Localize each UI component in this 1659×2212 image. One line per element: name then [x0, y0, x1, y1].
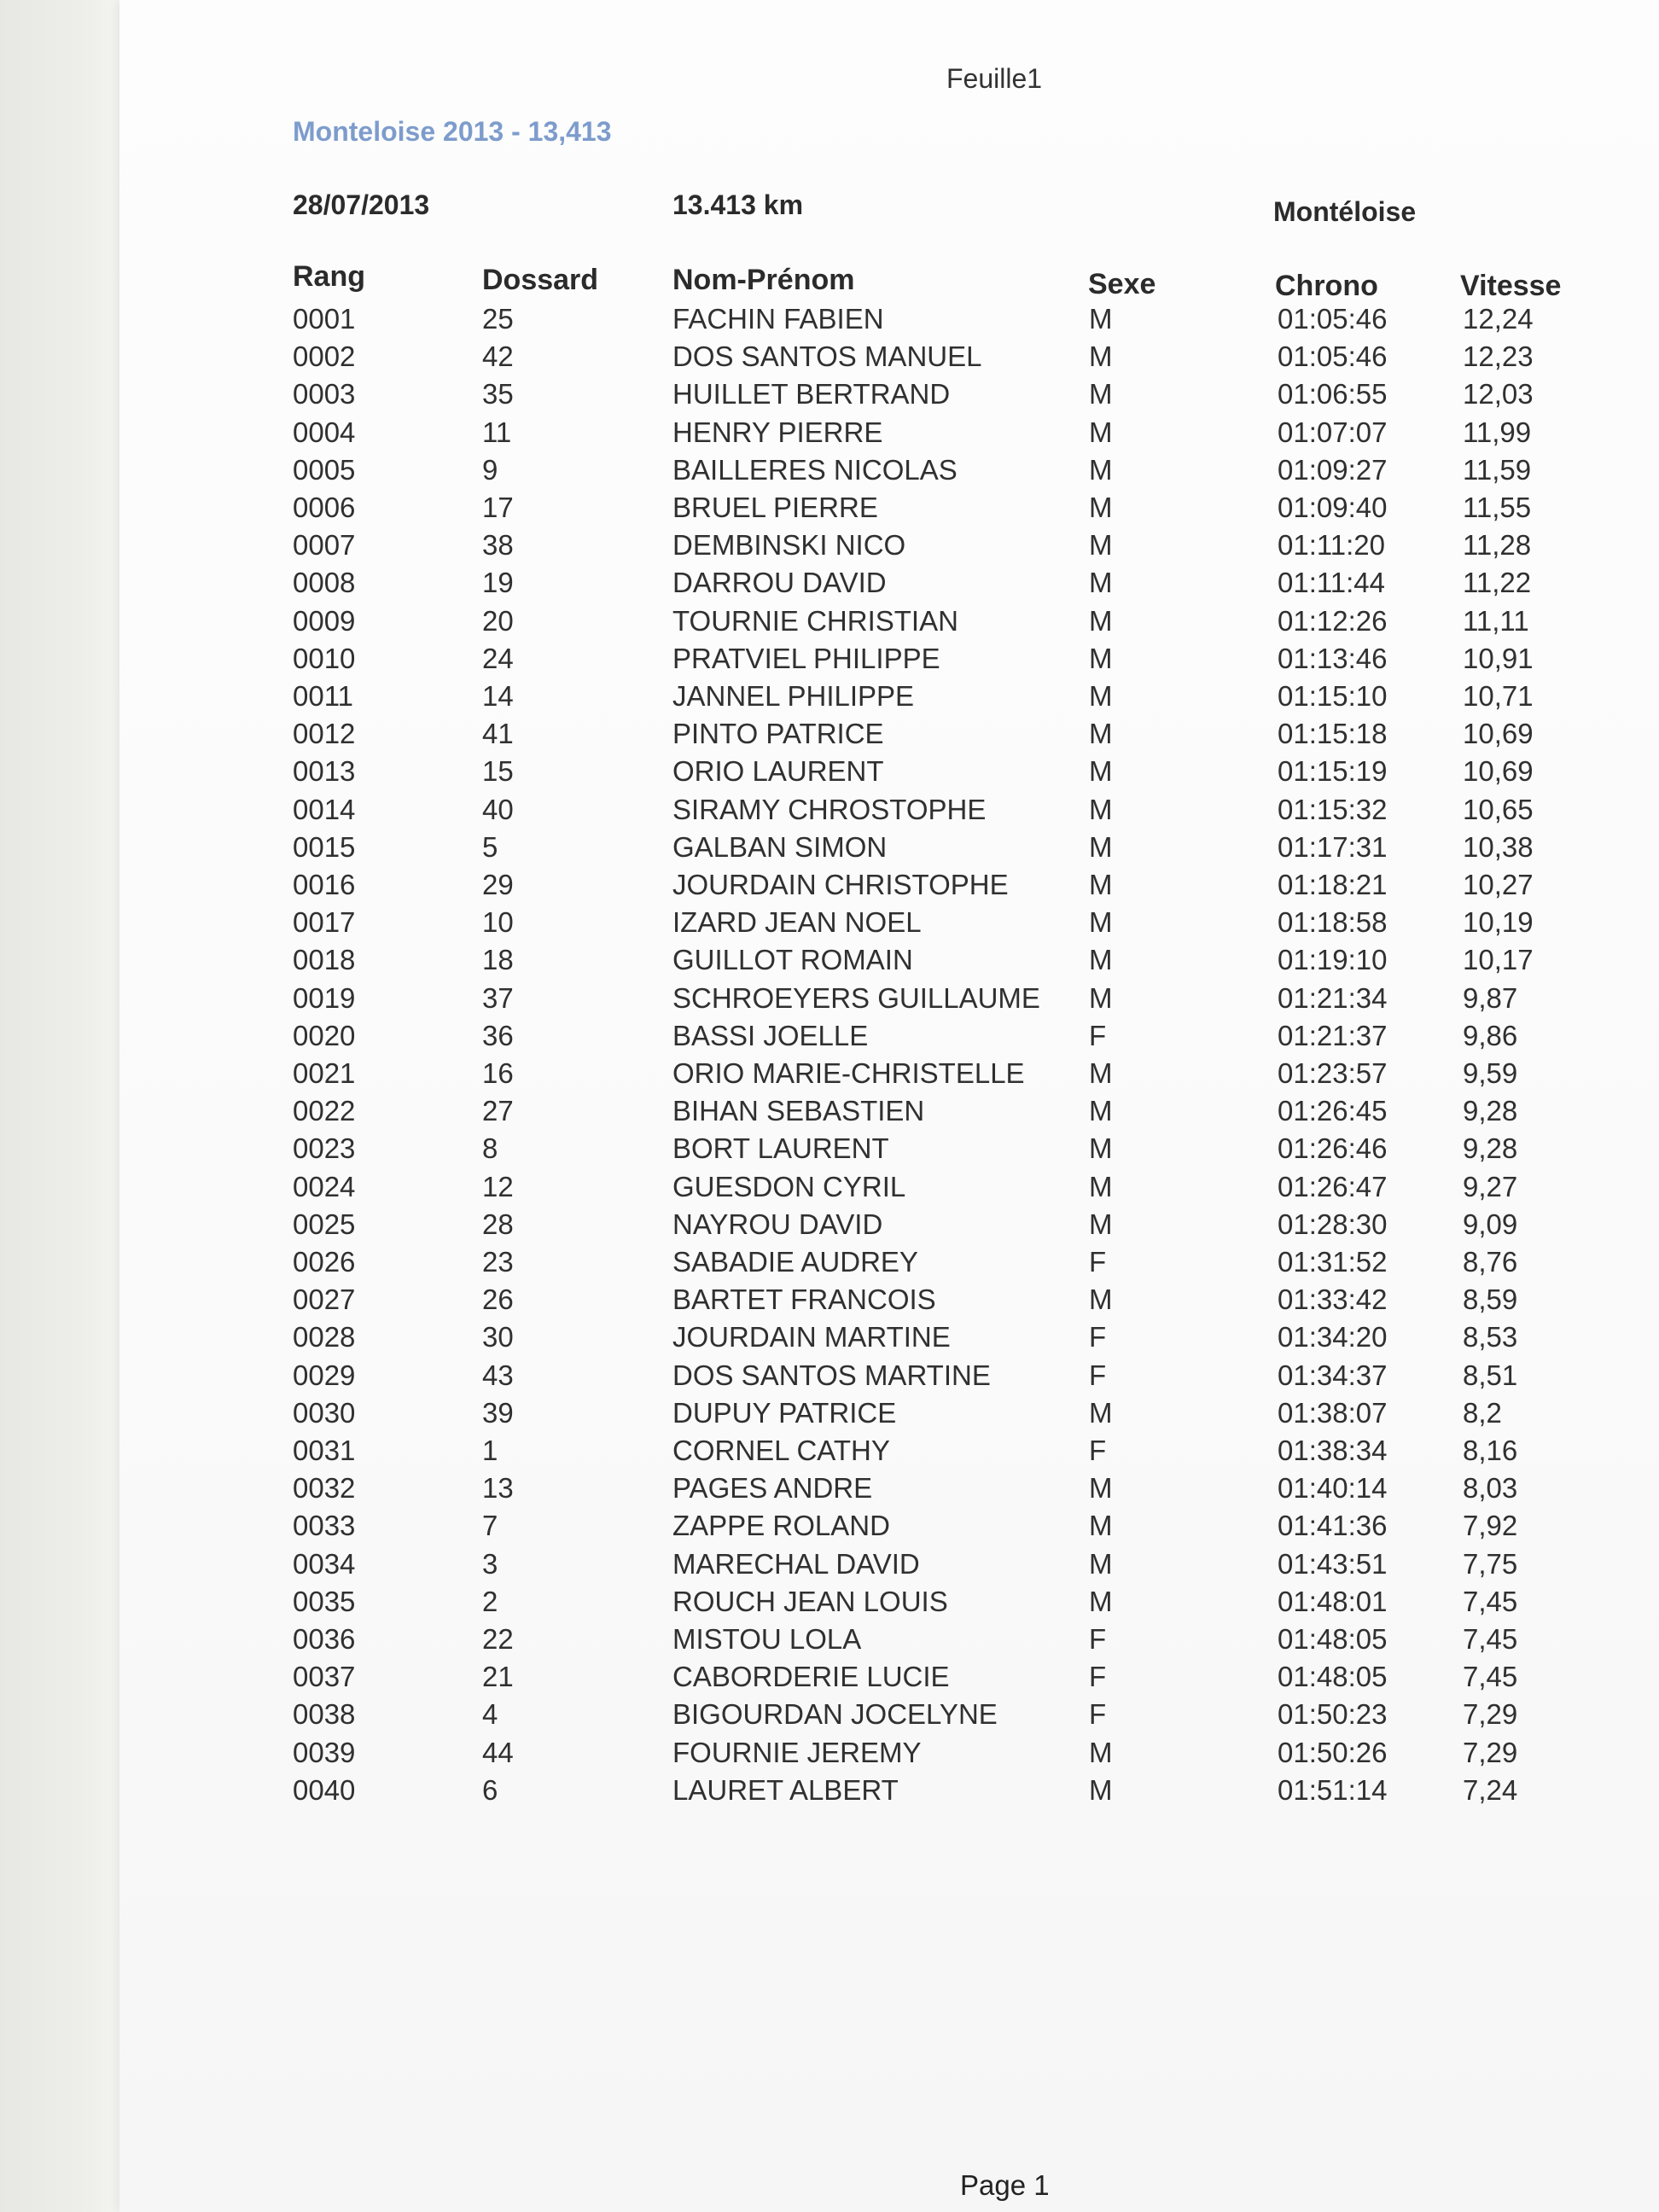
speed-cell: 9,28: [1463, 1095, 1518, 1127]
sex-cell: F: [1089, 1623, 1107, 1655]
dossard-cell: 16: [482, 1057, 514, 1089]
rang-cell: 0039: [293, 1736, 356, 1768]
sex-cell: M: [1089, 378, 1113, 410]
speed-cell: 9,27: [1463, 1170, 1518, 1202]
name-cell: DEMBINSKI NICO: [672, 529, 906, 562]
chrono-cell: 01:15:32: [1278, 793, 1388, 825]
dossard-cell: 1: [482, 1435, 498, 1466]
sex-cell: M: [1089, 1585, 1113, 1617]
sex-cell: M: [1089, 1736, 1113, 1768]
sex-cell: M: [1089, 604, 1113, 637]
speed-cell: 10,91: [1463, 642, 1534, 674]
chrono-cell: 01:34:20: [1278, 1321, 1388, 1353]
sex-cell: M: [1089, 793, 1113, 825]
rang-cell: 0033: [293, 1510, 356, 1542]
sex-cell: M: [1089, 453, 1113, 486]
speed-cell: 12,03: [1463, 378, 1534, 410]
chrono-cell: 01:51:14: [1278, 1773, 1388, 1806]
chrono-cell: 01:11:44: [1278, 567, 1386, 599]
speed-cell: 8,03: [1463, 1472, 1518, 1505]
sex-cell: M: [1089, 567, 1113, 599]
rang-cell: 0028: [293, 1321, 356, 1353]
speed-cell: 8,53: [1463, 1321, 1518, 1353]
dossard-cell: 23: [482, 1246, 514, 1278]
rang-cell: 0023: [293, 1132, 356, 1165]
table-row: [0, 1774, 1659, 1812]
table-row: [0, 1095, 1659, 1132]
rang-cell: 0014: [293, 793, 356, 825]
table-row: [0, 341, 1659, 378]
dossard-cell: 3: [482, 1547, 498, 1580]
speed-cell: 10,27: [1463, 869, 1534, 900]
dossard-cell: 17: [482, 492, 514, 523]
sex-cell: M: [1089, 642, 1113, 674]
speed-cell: 7,45: [1463, 1661, 1518, 1693]
speed-cell: 9,59: [1463, 1057, 1518, 1089]
table-row: [0, 1057, 1659, 1095]
sex-cell: M: [1089, 1773, 1113, 1806]
speed-cell: 9,87: [1463, 981, 1518, 1014]
rang-cell: 0012: [293, 718, 356, 750]
sex-cell: M: [1089, 1510, 1113, 1542]
column-header-chrono: Chrono: [1275, 270, 1378, 302]
dossard-cell: 21: [482, 1661, 514, 1693]
column-header-rang: Rang: [293, 260, 365, 293]
race-date: 28/07/2013: [293, 189, 430, 220]
speed-cell: 10,19: [1463, 906, 1534, 939]
dossard-cell: 14: [482, 680, 514, 712]
name-cell: HENRY PIERRE: [672, 416, 883, 448]
sex-cell: M: [1089, 1057, 1113, 1089]
name-cell: BORT LAURENT: [672, 1132, 889, 1165]
table-row: [0, 680, 1659, 718]
speed-cell: 7,29: [1463, 1736, 1518, 1768]
chrono-cell: 01:18:58: [1278, 906, 1388, 939]
chrono-cell: 01:21:34: [1278, 981, 1388, 1014]
chrono-cell: 01:50:26: [1278, 1736, 1388, 1768]
rang-cell: 0016: [293, 869, 356, 900]
dossard-cell: 39: [482, 1396, 514, 1429]
rang-cell: 0021: [293, 1057, 356, 1089]
name-cell: BAILLERES NICOLAS: [672, 453, 958, 486]
table-row: [0, 1284, 1659, 1321]
chrono-cell: 01:26:45: [1278, 1095, 1388, 1127]
sex-cell: M: [1089, 906, 1113, 939]
rang-cell: 0037: [293, 1661, 356, 1693]
table-row: [0, 1208, 1659, 1246]
chrono-cell: 01:26:46: [1278, 1132, 1388, 1165]
sheet-name: Feuille1: [946, 63, 1043, 94]
column-header-dossard: Dossard: [482, 264, 599, 296]
table-row: [0, 1510, 1659, 1547]
name-cell: CORNEL CATHY: [672, 1435, 890, 1466]
document-title: Monteloise 2013 - 13,413: [293, 116, 612, 147]
table-row: [0, 1586, 1659, 1623]
name-cell: ORIO MARIE-CHRISTELLE: [672, 1057, 1025, 1089]
speed-cell: 11,28: [1463, 529, 1532, 562]
dossard-cell: 15: [482, 755, 514, 788]
dossard-cell: 42: [482, 341, 514, 373]
chrono-cell: 01:07:07: [1278, 416, 1388, 448]
sex-cell: M: [1089, 303, 1113, 335]
chrono-cell: 01:05:46: [1278, 303, 1388, 335]
rang-cell: 0011: [293, 680, 353, 712]
rang-cell: 0034: [293, 1547, 356, 1580]
sex-cell: M: [1089, 341, 1113, 373]
dossard-cell: 2: [482, 1585, 498, 1617]
name-cell: GALBAN SIMON: [672, 830, 888, 863]
rang-cell: 0025: [293, 1208, 356, 1240]
name-cell: JOURDAIN MARTINE: [672, 1321, 951, 1353]
sex-cell: M: [1089, 718, 1113, 750]
rang-cell: 0001: [293, 303, 356, 335]
sex-cell: M: [1089, 680, 1113, 712]
table-row: [0, 1359, 1659, 1397]
speed-cell: 10,69: [1463, 718, 1534, 750]
sex-cell: M: [1089, 1095, 1113, 1127]
table-row: [0, 303, 1659, 341]
rang-cell: 0035: [293, 1585, 356, 1617]
dossard-cell: 43: [482, 1359, 514, 1391]
dossard-cell: 25: [482, 303, 514, 335]
chrono-cell: 01:50:23: [1278, 1698, 1388, 1731]
name-cell: ZAPPE ROLAND: [672, 1510, 890, 1542]
name-cell: JANNEL PHILIPPE: [672, 680, 915, 712]
speed-cell: 10,71: [1463, 680, 1534, 712]
sex-cell: M: [1089, 1208, 1113, 1240]
rang-cell: 0027: [293, 1284, 356, 1316]
rang-cell: 0032: [293, 1472, 356, 1505]
column-header-nom: Nom-Prénom: [672, 264, 855, 296]
speed-cell: 12,24: [1463, 303, 1534, 335]
rang-cell: 0036: [293, 1623, 356, 1655]
chrono-cell: 01:33:42: [1278, 1284, 1388, 1316]
table-row: [0, 944, 1659, 981]
table-row: [0, 1397, 1659, 1435]
speed-cell: 7,24: [1463, 1773, 1518, 1806]
speed-cell: 8,16: [1463, 1435, 1518, 1466]
dossard-cell: 6: [482, 1773, 498, 1806]
chrono-cell: 01:26:47: [1278, 1170, 1388, 1202]
chrono-cell: 01:48:05: [1278, 1623, 1388, 1655]
rang-cell: 0003: [293, 378, 356, 410]
table-row: [0, 1698, 1659, 1736]
dossard-cell: 13: [482, 1472, 514, 1505]
dossard-cell: 30: [482, 1321, 514, 1353]
speed-cell: 8,76: [1463, 1246, 1518, 1278]
sex-cell: F: [1089, 1359, 1107, 1391]
chrono-cell: 01:13:46: [1278, 642, 1388, 674]
sex-cell: F: [1089, 1321, 1107, 1353]
sex-cell: M: [1089, 1396, 1113, 1429]
name-cell: LAURET ALBERT: [672, 1773, 899, 1806]
chrono-cell: 01:31:52: [1278, 1246, 1388, 1278]
dossard-cell: 18: [482, 944, 514, 976]
chrono-cell: 01:41:36: [1278, 1510, 1388, 1542]
sex-cell: M: [1089, 944, 1113, 976]
dossard-cell: 5: [482, 830, 498, 863]
sex-cell: F: [1089, 1661, 1107, 1693]
speed-cell: 7,29: [1463, 1698, 1518, 1731]
name-cell: SCHROEYERS GUILLAUME: [672, 981, 1040, 1014]
sex-cell: M: [1089, 869, 1113, 900]
table-row: [0, 1321, 1659, 1359]
chrono-cell: 01:12:26: [1278, 604, 1388, 637]
chrono-cell: 01:21:37: [1278, 1019, 1388, 1051]
sex-cell: F: [1089, 1698, 1107, 1731]
dossard-cell: 20: [482, 604, 514, 637]
dossard-cell: 28: [482, 1208, 514, 1240]
dossard-cell: 8: [482, 1132, 498, 1165]
table-row: [0, 1472, 1659, 1510]
table-row: [0, 831, 1659, 869]
dossard-cell: 40: [482, 793, 514, 825]
speed-cell: 10,38: [1463, 830, 1534, 863]
page-number: Page 1: [960, 2169, 1050, 2201]
table-row: [0, 605, 1659, 643]
table-row: [0, 1246, 1659, 1284]
name-cell: PAGES ANDRE: [672, 1472, 873, 1505]
name-cell: ORIO LAURENT: [672, 755, 884, 788]
name-cell: BARTET FRANCOIS: [672, 1284, 936, 1316]
rang-cell: 0020: [293, 1019, 356, 1051]
table-row: [0, 755, 1659, 793]
table-row: [0, 982, 1659, 1020]
name-cell: PRATVIEL PHILIPPE: [672, 642, 940, 674]
name-cell: SIRAMY CHROSTOPHE: [672, 793, 987, 825]
chrono-cell: 01:11:20: [1278, 529, 1386, 562]
rang-cell: 0004: [293, 416, 356, 448]
name-cell: CABORDERIE LUCIE: [672, 1661, 950, 1693]
chrono-cell: 01:40:14: [1278, 1472, 1388, 1505]
chrono-cell: 01:48:01: [1278, 1585, 1388, 1617]
table-row: [0, 718, 1659, 755]
sex-cell: M: [1089, 1472, 1113, 1505]
rang-cell: 0010: [293, 642, 356, 674]
speed-cell: 11,59: [1463, 453, 1532, 486]
rang-cell: 0040: [293, 1773, 356, 1806]
name-cell: DARROU DAVID: [672, 567, 887, 599]
chrono-cell: 01:15:10: [1278, 680, 1388, 712]
sex-cell: M: [1089, 1170, 1113, 1202]
speed-cell: 9,28: [1463, 1132, 1518, 1165]
speed-cell: 11,22: [1463, 567, 1532, 599]
chrono-cell: 01:34:37: [1278, 1359, 1388, 1391]
name-cell: IZARD JEAN NOEL: [672, 906, 922, 939]
table-row: [0, 643, 1659, 680]
speed-cell: 7,92: [1463, 1510, 1518, 1542]
chrono-cell: 01:38:07: [1278, 1396, 1388, 1429]
table-row: [0, 416, 1659, 454]
speed-cell: 11,99: [1463, 416, 1532, 448]
name-cell: FACHIN FABIEN: [672, 303, 884, 335]
dossard-cell: 38: [482, 529, 514, 562]
dossard-cell: 29: [482, 869, 514, 900]
dossard-cell: 12: [482, 1170, 514, 1202]
chrono-cell: 01:43:51: [1278, 1547, 1388, 1580]
speed-cell: 7,45: [1463, 1585, 1518, 1617]
chrono-cell: 01:15:19: [1278, 755, 1388, 788]
rang-cell: 0019: [293, 981, 356, 1014]
table-row: [0, 906, 1659, 944]
race-distance: 13.413 km: [672, 189, 804, 220]
name-cell: BASSI JOELLE: [672, 1019, 869, 1051]
chrono-cell: 01:23:57: [1278, 1057, 1388, 1089]
rang-cell: 0009: [293, 604, 356, 637]
chrono-cell: 01:06:55: [1278, 378, 1388, 410]
chrono-cell: 01:48:05: [1278, 1661, 1388, 1693]
speed-cell: 7,45: [1463, 1623, 1518, 1655]
table-row: [0, 794, 1659, 831]
dossard-cell: 35: [482, 378, 514, 410]
name-cell: DOS SANTOS MARTINE: [672, 1359, 991, 1391]
sex-cell: F: [1089, 1435, 1107, 1466]
sex-cell: M: [1089, 416, 1113, 448]
speed-cell: 9,09: [1463, 1208, 1518, 1240]
race-location: Montéloise: [1273, 196, 1417, 227]
speed-cell: 10,69: [1463, 755, 1534, 788]
sex-cell: F: [1089, 1246, 1107, 1278]
chrono-cell: 01:28:30: [1278, 1208, 1388, 1240]
name-cell: PINTO PATRICE: [672, 718, 884, 750]
table-row: [0, 1661, 1659, 1698]
column-header-vitesse: Vitesse: [1460, 270, 1562, 302]
sex-cell: M: [1089, 1547, 1113, 1580]
dossard-cell: 4: [482, 1698, 498, 1731]
rang-cell: 0007: [293, 529, 356, 562]
name-cell: BRUEL PIERRE: [672, 492, 878, 523]
sex-cell: F: [1089, 1019, 1107, 1051]
rang-cell: 0015: [293, 830, 356, 863]
table-row: [0, 1020, 1659, 1057]
name-cell: BIGOURDAN JOCELYNE: [672, 1698, 998, 1731]
sex-cell: M: [1089, 529, 1113, 562]
name-cell: FOURNIE JEREMY: [672, 1736, 922, 1768]
name-cell: HUILLET BERTRAND: [672, 378, 951, 410]
rang-cell: 0029: [293, 1359, 356, 1391]
dossard-cell: 9: [482, 453, 498, 486]
speed-cell: 10,17: [1463, 944, 1534, 976]
column-header-sexe: Sexe: [1088, 268, 1156, 300]
dossard-cell: 37: [482, 981, 514, 1014]
name-cell: SABADIE AUDREY: [672, 1246, 918, 1278]
table-row: [0, 454, 1659, 492]
dossard-cell: 11: [482, 416, 512, 448]
table-row: [0, 378, 1659, 416]
table-row: [0, 1623, 1659, 1661]
name-cell: ROUCH JEAN LOUIS: [672, 1585, 948, 1617]
table-row: [0, 1132, 1659, 1170]
rang-cell: 0017: [293, 906, 356, 939]
speed-cell: 9,86: [1463, 1019, 1518, 1051]
dossard-cell: 10: [482, 906, 514, 939]
table-row: [0, 529, 1659, 567]
sex-cell: M: [1089, 981, 1113, 1014]
speed-cell: 8,59: [1463, 1284, 1518, 1316]
speed-cell: 11,55: [1463, 492, 1532, 523]
dossard-cell: 19: [482, 567, 514, 599]
sex-cell: M: [1089, 755, 1113, 788]
dossard-cell: 24: [482, 642, 514, 674]
sex-cell: M: [1089, 1284, 1113, 1316]
speed-cell: 12,23: [1463, 341, 1534, 373]
dossard-cell: 36: [482, 1019, 514, 1051]
speed-cell: 7,75: [1463, 1547, 1518, 1580]
rang-cell: 0006: [293, 492, 356, 523]
name-cell: DOS SANTOS MANUEL: [672, 341, 982, 373]
sex-cell: M: [1089, 830, 1113, 863]
dossard-cell: 26: [482, 1284, 514, 1316]
rang-cell: 0002: [293, 341, 356, 373]
chrono-cell: 01:38:34: [1278, 1435, 1388, 1466]
rang-cell: 0024: [293, 1170, 356, 1202]
name-cell: BIHAN SEBASTIEN: [672, 1095, 925, 1127]
rang-cell: 0018: [293, 944, 356, 976]
name-cell: NAYROU DAVID: [672, 1208, 883, 1240]
table-row: [0, 567, 1659, 604]
table-row: [0, 1171, 1659, 1208]
sex-cell: M: [1089, 492, 1113, 523]
chrono-cell: 01:18:21: [1278, 869, 1388, 900]
speed-cell: 10,65: [1463, 793, 1534, 825]
rang-cell: 0031: [293, 1435, 356, 1466]
chrono-cell: 01:19:10: [1278, 944, 1388, 976]
rang-cell: 0030: [293, 1396, 356, 1429]
table-row: [0, 1737, 1659, 1774]
rang-cell: 0022: [293, 1095, 356, 1127]
name-cell: GUILLOT ROMAIN: [672, 944, 913, 976]
chrono-cell: 01:17:31: [1278, 830, 1388, 863]
table-row: [0, 869, 1659, 906]
rang-cell: 0013: [293, 755, 356, 788]
dossard-cell: 22: [482, 1623, 514, 1655]
rang-cell: 0038: [293, 1698, 356, 1731]
table-row: [0, 492, 1659, 529]
table-row: [0, 1435, 1659, 1472]
speed-cell: 11,11: [1463, 604, 1529, 637]
speed-cell: 8,2: [1463, 1396, 1502, 1429]
rang-cell: 0026: [293, 1246, 356, 1278]
rang-cell: 0008: [293, 567, 356, 599]
chrono-cell: 01:15:18: [1278, 718, 1388, 750]
dossard-cell: 7: [482, 1510, 498, 1542]
name-cell: TOURNIE CHRISTIAN: [672, 604, 958, 637]
name-cell: DUPUY PATRICE: [672, 1396, 897, 1429]
name-cell: JOURDAIN CHRISTOPHE: [672, 869, 1009, 900]
dossard-cell: 41: [482, 718, 514, 750]
dossard-cell: 44: [482, 1736, 514, 1768]
chrono-cell: 01:09:27: [1278, 453, 1388, 486]
dossard-cell: 27: [482, 1095, 514, 1127]
name-cell: MISTOU LOLA: [672, 1623, 862, 1655]
chrono-cell: 01:05:46: [1278, 341, 1388, 373]
table-row: [0, 1548, 1659, 1586]
chrono-cell: 01:09:40: [1278, 492, 1388, 523]
name-cell: MARECHAL DAVID: [672, 1547, 920, 1580]
speed-cell: 8,51: [1463, 1359, 1518, 1391]
name-cell: GUESDON CYRIL: [672, 1170, 906, 1202]
sex-cell: M: [1089, 1132, 1113, 1165]
rang-cell: 0005: [293, 453, 356, 486]
